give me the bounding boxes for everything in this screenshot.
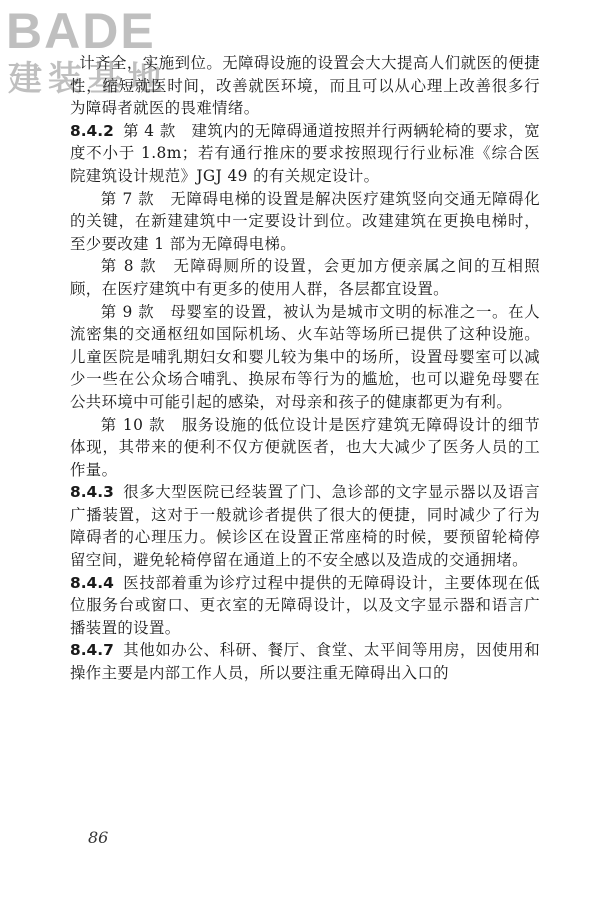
- bade-logo-text: BADE: [6, 4, 156, 59]
- section-number: 8.4.3: [70, 483, 114, 502]
- clause-7: 第 7 款 无障碍电梯的设置是解决医疗建筑竖向交通无障碍化的关键，在新建建筑中一定要设计到位。改建建筑在更换电梯时，至少要改建 1 部为无障碍电梯。: [70, 189, 540, 253]
- clause-10: 第 10 款 服务设施的低位设计是医疗建筑无障碍设计的细节体现，其带来的便利不仅方便就医者，也大大减少了医务人员的工作量。: [70, 415, 540, 479]
- page-number: 86: [88, 828, 109, 847]
- document-body: [70, 52, 540, 685]
- section-number: 8.4.2: [70, 121, 114, 140]
- section-8-4-2: 8.4.2 第 4 款 建筑内的无障碍通道按照并行两辆轮椅的要求，宽度不小于 1.8m；若有通行推床的要求按照现行行业标准《综合医院建筑设计规范》JGJ 49 的有关规定设计。: [70, 121, 540, 185]
- bade-logo-subtitle: 建装基地: [8, 59, 168, 96]
- section-8-4-4: 8.4.4 医技部着重为诊疗过程中提供的无障碍设计，主要体现在低位服务台或窗口、更衣室的无障碍设计，以及文字显示器和语言广播装置的设置。: [70, 573, 540, 637]
- section-8-4-7: 8.4.7 其他如办公、科研、餐厅、食堂、太平间等用房，因使用和操作主要是内部工作人员，所以要注重无障碍出入口的: [70, 641, 540, 683]
- paragraph-continuation: 计齐全，实施到位。无障碍设施的设置会大大提高人们就医的便捷性，缩短就医时间，改善就医环境，而且可以从心理上改善很多行为障碍者就医的畏难情绪。: [70, 54, 540, 118]
- clause-8: 第 8 款 无障碍厕所的设置，会更加方便亲属之间的互相照顾，在医疗建筑中有更多的使用人群，各层都宜设置。: [70, 257, 540, 298]
- section-number: 8.4.7: [70, 641, 114, 660]
- clause-9: 第 9 款 母婴室的设置，被认为是城市文明的标准之一。在人流密集的交通枢纽如国际机场、火车站等场所已提供了这种设施。儿童医院是哺乳期妇女和婴儿较为集中的场所，设置母婴室可以减少一些在公众场合哺乳、换尿布等行为的尴尬，也可以避免母婴在公共环境中可能引起的感染，对母亲和孩子的健康都更为有利。: [70, 302, 540, 411]
- section-number: 8.4.4: [70, 573, 114, 592]
- section-8-4-3: 8.4.3 很多大型医院已经装置了门、急诊部的文字显示器以及语言广播装置，这对于一般就诊者提供了很大的便捷，同时减少了行为障碍者的心理压力。候诊区在设置正常座椅的时候，要预留轮椅停留空间，避免轮椅停留在通道上的不安全感以及造成的交通拥堵。: [70, 483, 540, 570]
